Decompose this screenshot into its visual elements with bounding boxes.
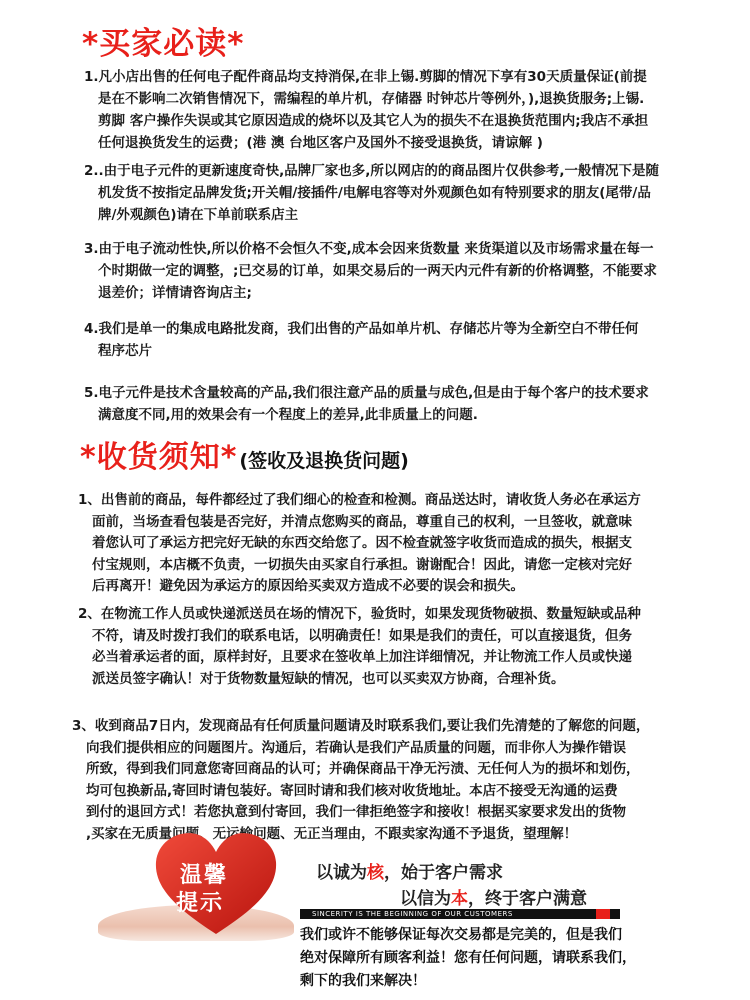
notice-item-3 — [84, 238, 696, 304]
sincerity-bar-accent — [596, 909, 610, 919]
receiving-item-1 — [78, 490, 698, 598]
receiving-item-2-line: 派送员签字确认！对于货物数量短缺的情况，也可以买卖双方协商，合理补货。 — [92, 670, 565, 687]
notice-item-1-line: 1.凡小店出售的任何电子配件商品均支持消保,在非上锡.剪脚的情况下享有30天质量保证(前提 — [84, 69, 647, 85]
section-title-receiving-notice — [80, 432, 409, 476]
receiving-item-3-line: 向我们提供相应的问题图片。沟通后，若确认是我们产品质量的问题，而非你人为操作错误 — [86, 739, 626, 756]
notice-item-4-line: 4.我们是单一的集成电路批发商，我们出售的产品如单片机、存储芯片等为全新空白不带任何 — [84, 321, 639, 337]
notice-item-1-line: 剪脚 客户操作失误或其它原因造成的烧坏以及其它人为的损失不在退换货范围内;我店不承担 — [98, 113, 649, 129]
notice-item-3-line: 退差价；详情请咨询店主; — [98, 285, 252, 301]
receiving-item-2-line: 不符，请及时拨打我们的联系电话，以明确责任！如果是我们的责任，可以直接退货，但务 — [92, 627, 632, 644]
slogan-line2 — [400, 884, 587, 909]
slogan2-part-c: ，终于客户满意 — [468, 889, 587, 909]
receiving-item-3-line: 均可包换新品,寄回时请包装好。寄回时请和我们核对收货地址。本店不接受无沟通的运费 — [86, 782, 618, 799]
notice-item-1-line: 任何退换货发生的运费；(港 澳 台地区客户及国外不接受退换货，请谅解 ) — [98, 135, 543, 151]
receiving-item-3-line: ,买家在无质量问题、无运输问题、无正当理由，不跟卖家沟通不予退货，望理解！ — [86, 825, 578, 842]
notice-item-1 — [84, 66, 696, 154]
slogan-line1 — [316, 858, 503, 883]
slogan1-part-a: 以诚为 — [316, 863, 367, 883]
notice-item-2 — [84, 160, 696, 226]
notice-item-2-line: 机发货不按指定品牌发货;开关帽/接插件/电解电容等对外观颜色如有特别要求的朋友(尾带/品 — [98, 185, 651, 201]
notice-item-5-line: 5.电子元件是技术含量较高的产品,我们很注意产品的质量与成色,但是由于每个客户的技术要求 — [84, 385, 649, 401]
receiving-item-2-line: 2、在物流工作人员或快递派送员在场的情况下，验货时，如果发现货物破损、数量短缺或品种 — [78, 606, 641, 622]
receiving-item-3-line: 所致，得到我们同意您寄回商品的认可；并确保商品干净无污渍、无任何人为的损坏和划伤， — [86, 761, 640, 777]
closing-line: 绝对保障所有顾客利益！您有任何问题，请联系我们， — [300, 950, 636, 966]
slogan1-accent: 核 — [367, 863, 384, 883]
sincerity-bar: SINCERITY IS THE BEGINNING OF OUR CUSTOMERS — [300, 909, 620, 919]
notice-item-3-line: 个时期做一定的调整，;已交易的订单，如果交易后的一两天内元件有新的价格调整，不能要求 — [98, 263, 657, 279]
notice-item-2-line: 牌/外观颜色)请在下单前联系店主 — [98, 207, 299, 223]
receiving-item-1-line: 后再离开！避免因为承运方的原因给买卖双方造成不必要的误会和损失。 — [92, 578, 524, 594]
receiving-item-1-line: 1、出售前的商品，每件都经过了我们细心的检查和检测。商品送达时，请收货人务必在承运方 — [78, 492, 641, 508]
receiving-subtitle: (签收及退换货问题) — [239, 450, 409, 472]
receiving-item-3-line: 到付的退回方式！若您执意到付寄回，我们一律拒绝签字和接收！根据买家要求发出的货物 — [86, 804, 626, 820]
notice-item-1-line: 是在不影响二次销售情况下，需编程的单片机，存储器 时钟芯片等例外，),退换货服务;上锡. — [98, 91, 645, 107]
notice-item-3-line: 3.由于电子流动性快,所以价格不会恒久不变,成本会因来货数量 来货渠道以及市场需求量在每一 — [84, 241, 654, 257]
receiving-item-1-line: 面前，当场查看包装是否完好，并清点您购买的商品，尊重自己的权利，一旦签收，就意味 — [92, 513, 632, 530]
closing-line: 我们或许不能够保证每次交易都是完美的，但是我们 — [300, 927, 622, 943]
slogan1-part-c: ，始于客户需求 — [384, 863, 503, 883]
slogan2-part-a: 以信为 — [400, 889, 451, 909]
receiving-item-1-line: 付宝规则，本店概不负责，一切损失由买家自行承担。谢谢配合！因此，请您一定核对完好 — [92, 556, 632, 573]
heart-text-line1: 温馨 — [180, 862, 229, 888]
slogan2-accent: 本 — [451, 889, 468, 909]
receiving-item-3-line: 3、收到商品7日内，发现商品有任何质量问题请及时联系我们,要让我们先清楚的了解您的问题， — [72, 718, 650, 734]
notice-item-5 — [84, 382, 696, 426]
receiving-item-2 — [78, 604, 698, 690]
section-title-buyer-notice: *买家必读* — [82, 26, 245, 62]
receiving-title-text: *收货须知* — [80, 440, 238, 475]
receiving-item-2-line: 必当着承运者的面，原样封好，且要求在签收单上加注详细情况，并让物流工作人员或快递 — [92, 649, 632, 665]
receiving-item-3 — [72, 716, 698, 845]
notice-item-4 — [84, 318, 696, 362]
notice-item-5-line: 满意度不同,用的效果会有一个程度上的差异,此非质量上的问题. — [98, 407, 478, 423]
notice-item-4-line: 程序芯片 — [98, 343, 152, 359]
closing-message — [300, 924, 700, 993]
receiving-item-1-line: 着您认可了承运方把完好无缺的东西交给您了。因不检查就签字收货而造成的损失，根据支 — [92, 535, 632, 551]
closing-line: 剩下的我们来解决！ — [300, 973, 426, 989]
heart-text-line2: 提示 — [176, 890, 225, 916]
notice-item-2-line: 2..由于电子元件的更新速度奇快,品牌厂家也多,所以网店的的商品图片仅供参考,一般情况下是随 — [84, 163, 660, 179]
